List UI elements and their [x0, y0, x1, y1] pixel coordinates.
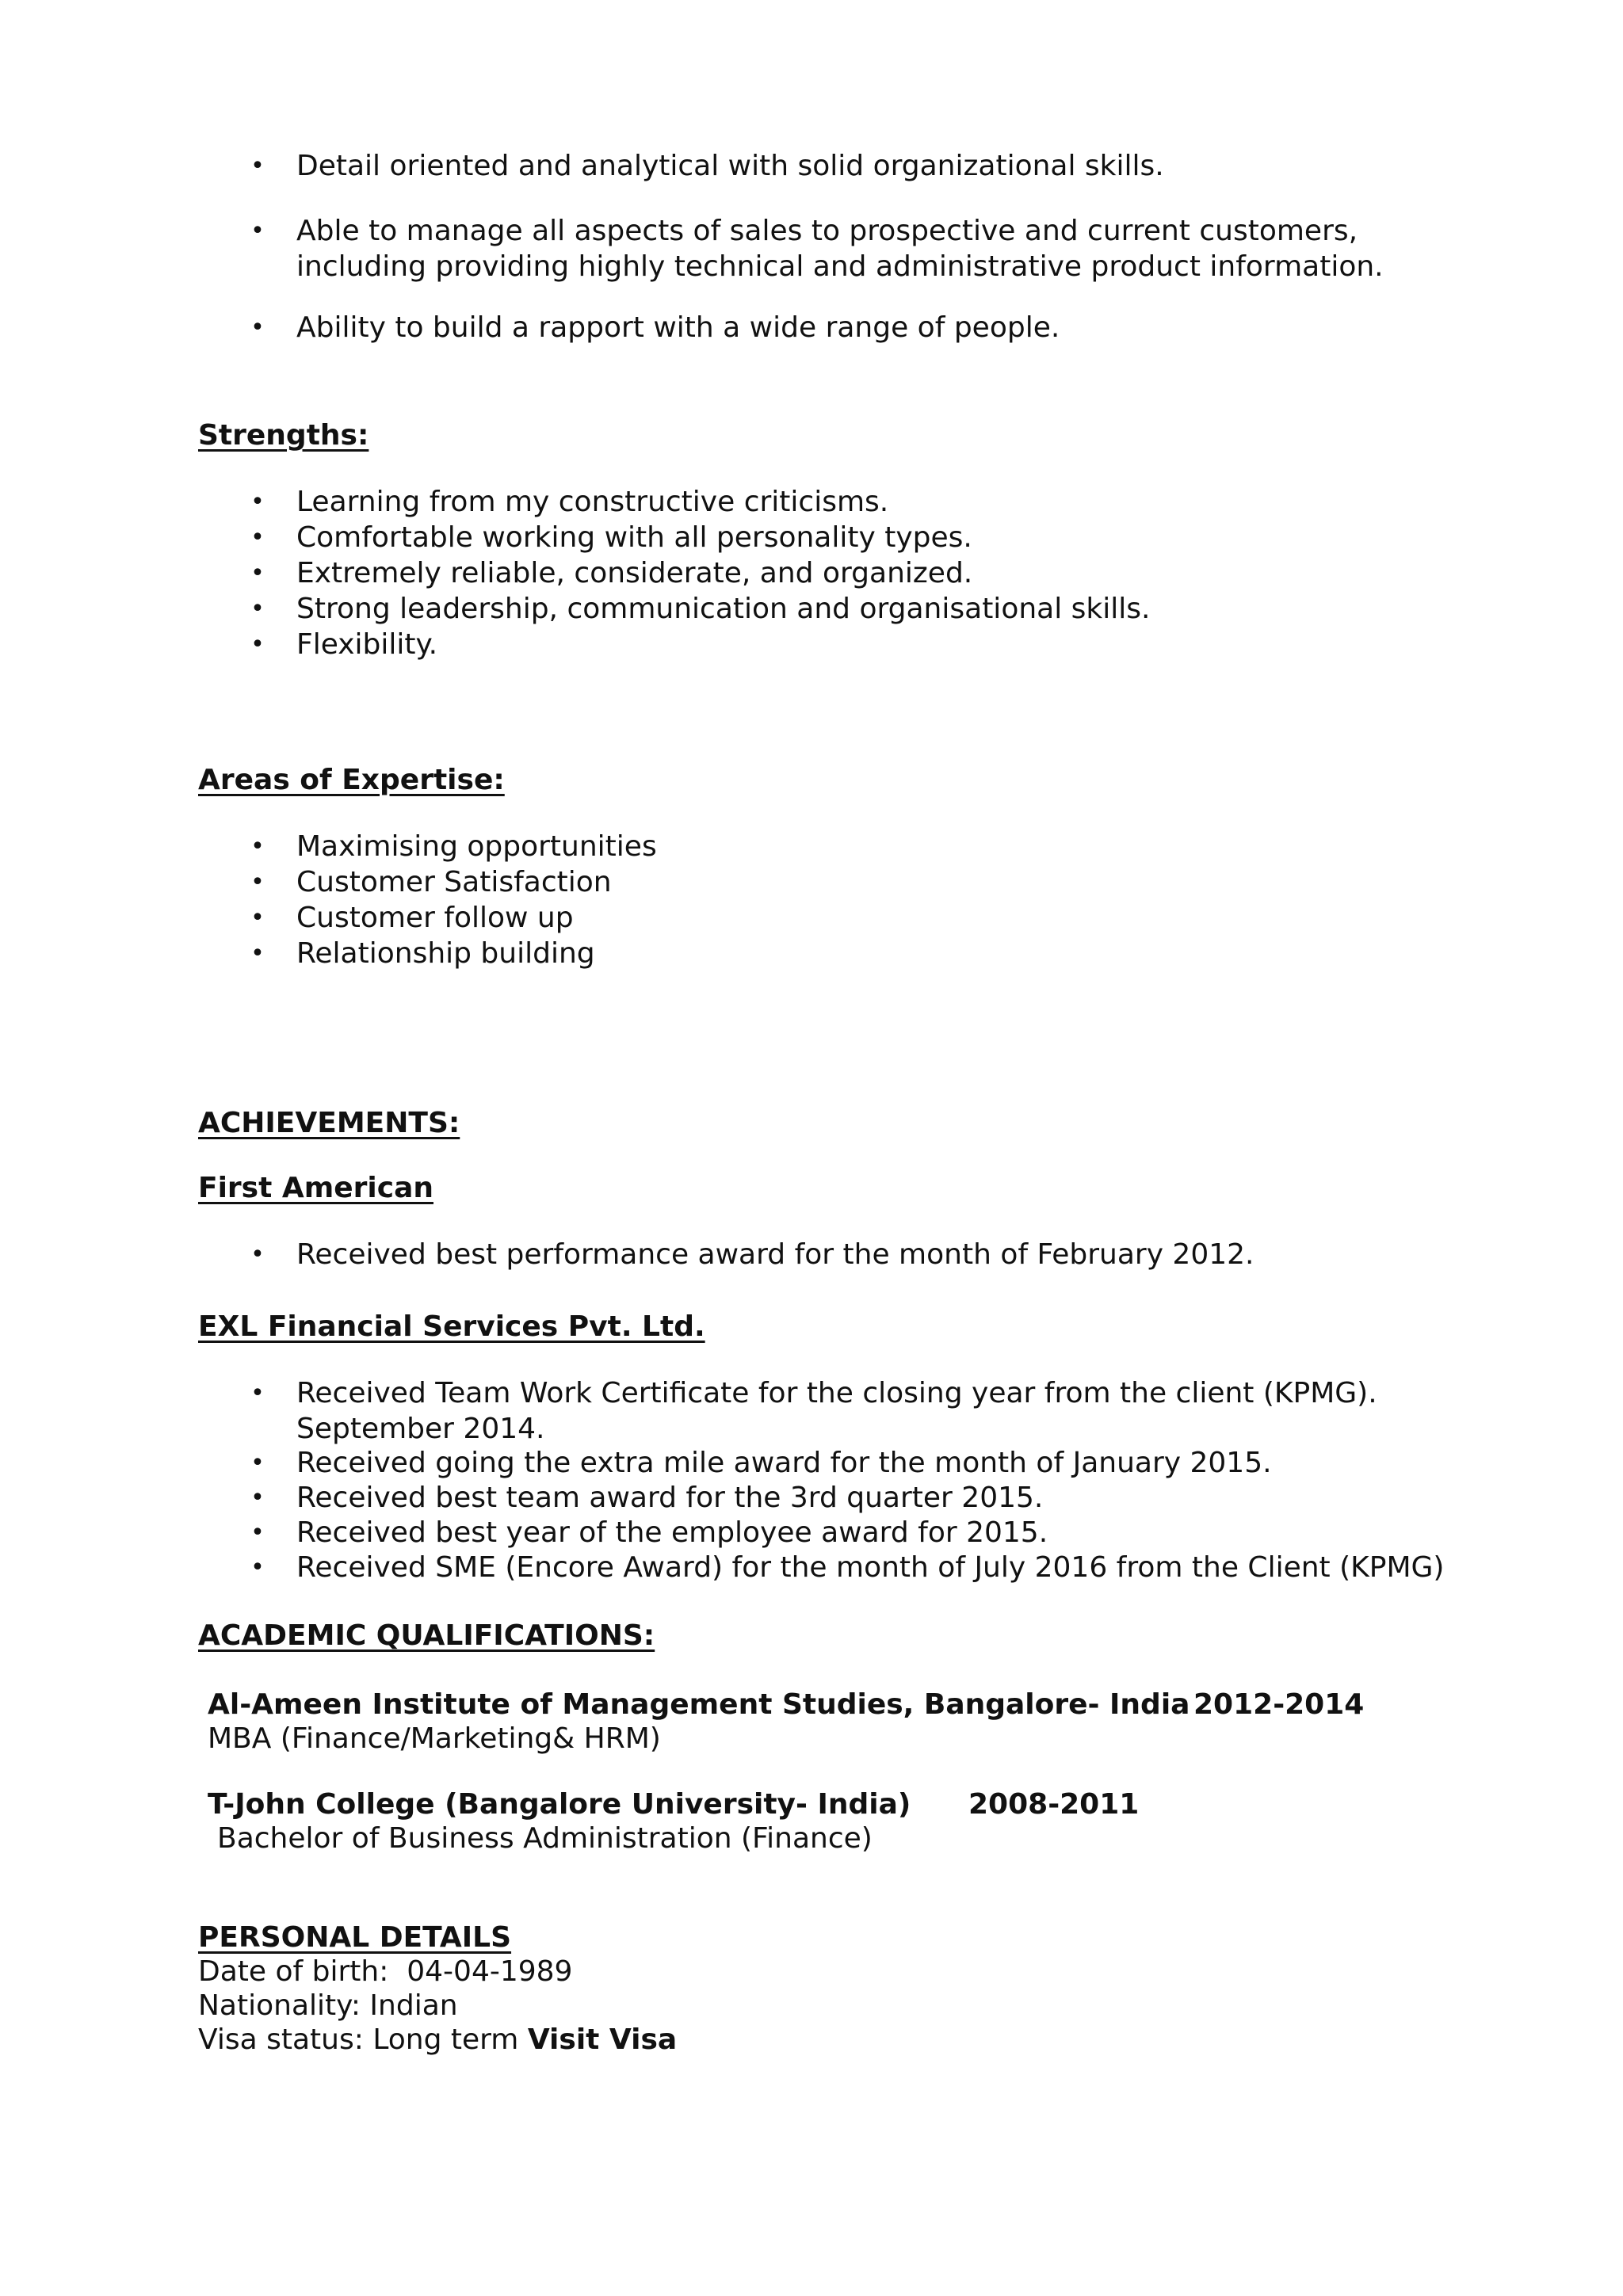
visa-value-bold: Visit Visa: [527, 2023, 678, 2056]
list-item-text: Detail oriented and analytical with solid organizational skills.: [296, 150, 1164, 182]
bullet-icon: •: [250, 559, 265, 587]
list-item-continuation: including providing highly technical and administrative product information.: [296, 250, 1384, 283]
list-item-text: Customer follow up: [296, 902, 574, 934]
nationality-value: Indian: [369, 1989, 458, 2022]
first-american-heading: First American: [198, 1172, 433, 1204]
nationality-row: [198, 1989, 458, 2023]
bullet-icon: •: [250, 1241, 265, 1268]
list-item-text: Extremely reliable, considerate, and organized.: [296, 557, 973, 589]
dob-value: 04-04-1989: [407, 1955, 573, 1988]
bullet-icon: •: [250, 904, 265, 932]
academic-heading: ACADEMIC QUALIFICATIONS:: [198, 1619, 655, 1652]
institution-years: 2008-2011: [968, 1788, 1140, 1821]
list-item-text: Received SME (Encore Award) for the month of July 2016 from the Client (KPMG): [296, 1551, 1445, 1584]
visa-label: Visa status:: [198, 2023, 364, 2056]
bullet-icon: •: [250, 217, 265, 245]
dob-label: Date of birth:: [198, 1955, 389, 1988]
list-item-text: Received best performance award for the month of February 2012.: [296, 1238, 1254, 1271]
bullet-icon: •: [250, 940, 265, 967]
institution-name: Al-Ameen Institute of Management Studies, Bangalore- India: [208, 1688, 1190, 1721]
list-item-text: Strong leadership, communication and organisational skills.: [296, 593, 1151, 625]
exl-heading: EXL Financial Services Pvt. Ltd.: [198, 1310, 705, 1343]
degree-name: MBA (Finance/Marketing& HRM): [208, 1722, 661, 1755]
institution-years: 2012-2014: [1193, 1688, 1365, 1721]
list-item-text: Comfortable working with all personality types.: [296, 521, 972, 554]
list-item-continuation: September 2014.: [296, 1413, 545, 1445]
list-item-text: Relationship building: [296, 937, 595, 970]
personal-heading: PERSONAL DETAILS: [198, 1921, 512, 1954]
bullet-icon: •: [250, 833, 265, 860]
strengths-heading: Strengths:: [198, 419, 369, 452]
expertise-heading: Areas of Expertise:: [198, 764, 505, 796]
list-item-text: Learning from my constructive criticisms.: [296, 486, 889, 518]
bullet-icon: •: [250, 524, 265, 551]
institution-name: T-John College (Bangalore University- India): [208, 1788, 911, 1821]
visa-value: Long term: [372, 2023, 519, 2056]
degree-name: Bachelor of Business Administration (Finance): [217, 1822, 873, 1855]
visa-row: [198, 2023, 677, 2058]
list-item-text: Received Team Work Certificate for the closing year from the client (KPMG).: [296, 1377, 1377, 1409]
bullet-icon: •: [250, 595, 265, 623]
bullet-icon: •: [250, 152, 265, 180]
list-item-text: Maximising opportunities: [296, 830, 657, 863]
list-item-text: Ability to build a rapport with a wide range of people.: [296, 311, 1060, 344]
bullet-icon: •: [250, 868, 265, 896]
bullet-icon: •: [250, 314, 265, 341]
bullet-icon: •: [250, 1449, 265, 1477]
list-item-text: Received best team award for the 3rd quarter 2015.: [296, 1482, 1044, 1514]
nationality-label: Nationality:: [198, 1989, 361, 2022]
bullet-icon: •: [250, 1554, 265, 1581]
list-item-text: Received best year of the employee award for 2015.: [296, 1516, 1048, 1549]
bullet-icon: •: [250, 1484, 265, 1512]
list-item-text: Customer Satisfaction: [296, 866, 612, 898]
list-item-text: Flexibility.: [296, 628, 438, 661]
dob-row: [198, 1955, 572, 1989]
list-item-text: Received going the extra mile award for the month of January 2015.: [296, 1447, 1272, 1479]
bullet-icon: •: [250, 1379, 265, 1407]
list-item-text: Able to manage all aspects of sales to prospective and current customers,: [296, 215, 1358, 247]
bullet-icon: •: [250, 631, 265, 658]
achievements-heading: ACHIEVEMENTS:: [198, 1107, 460, 1139]
bullet-icon: •: [250, 488, 265, 516]
bullet-icon: •: [250, 1519, 265, 1547]
